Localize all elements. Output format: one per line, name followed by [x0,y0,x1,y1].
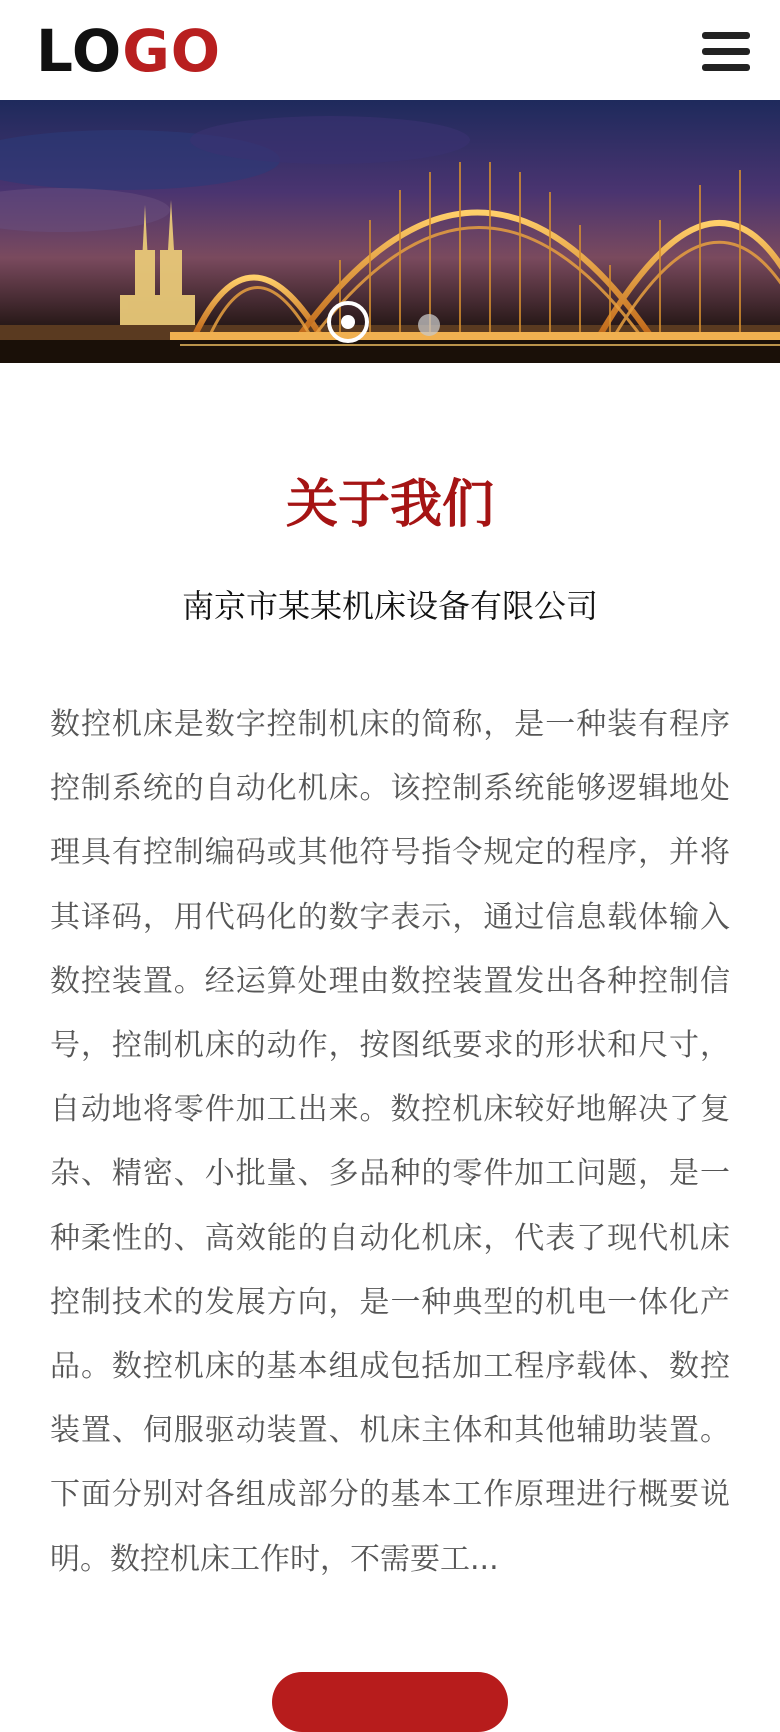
carousel-dot-active[interactable] [327,301,369,343]
banner-image [0,100,780,363]
site-logo[interactable] [36,17,222,85]
hamburger-menu-icon[interactable] [702,32,750,72]
site-header [0,0,780,100]
about-description: 数控机床是数字控制机床的简称，是一种装有程序控制系统的自动化机床。该控制系统能够逻辑地处理具有控制编码或其他符号指令规定的程序，并将其译码，用代码化的数字表示，通过信息载体输入数控装置。经运算处理由数控装置发出各种控制信号，控制机床的动作，按图纸要求的形状和尺寸，自动地将零件加工出来。数控机床较好地解决了复杂、精密、小批量、多品种的零件加工问题，是一种柔性的、高效能的自动化机床，代表了现代机床控制技术的发展方向，是一种典型的机电一体化产品。数控机床的基本组成包括加工程序载体、数控装置、伺服驱动装置、机床主体和其他辅助装置。下面分别对各组成部分的基本工作原理进行概要说明。数控机床工作时，不需要工... [50,707,730,1577]
carousel-dot[interactable] [418,314,440,336]
section-title: 关于我们 [285,475,494,535]
logo-text-red: GO [122,17,222,85]
read-more-button[interactable] [272,1672,508,1732]
logo-text-dark: LO [36,17,123,85]
company-name: 南京市某某机床设备有限公司 [181,587,598,625]
hero-banner[interactable] [0,100,780,363]
